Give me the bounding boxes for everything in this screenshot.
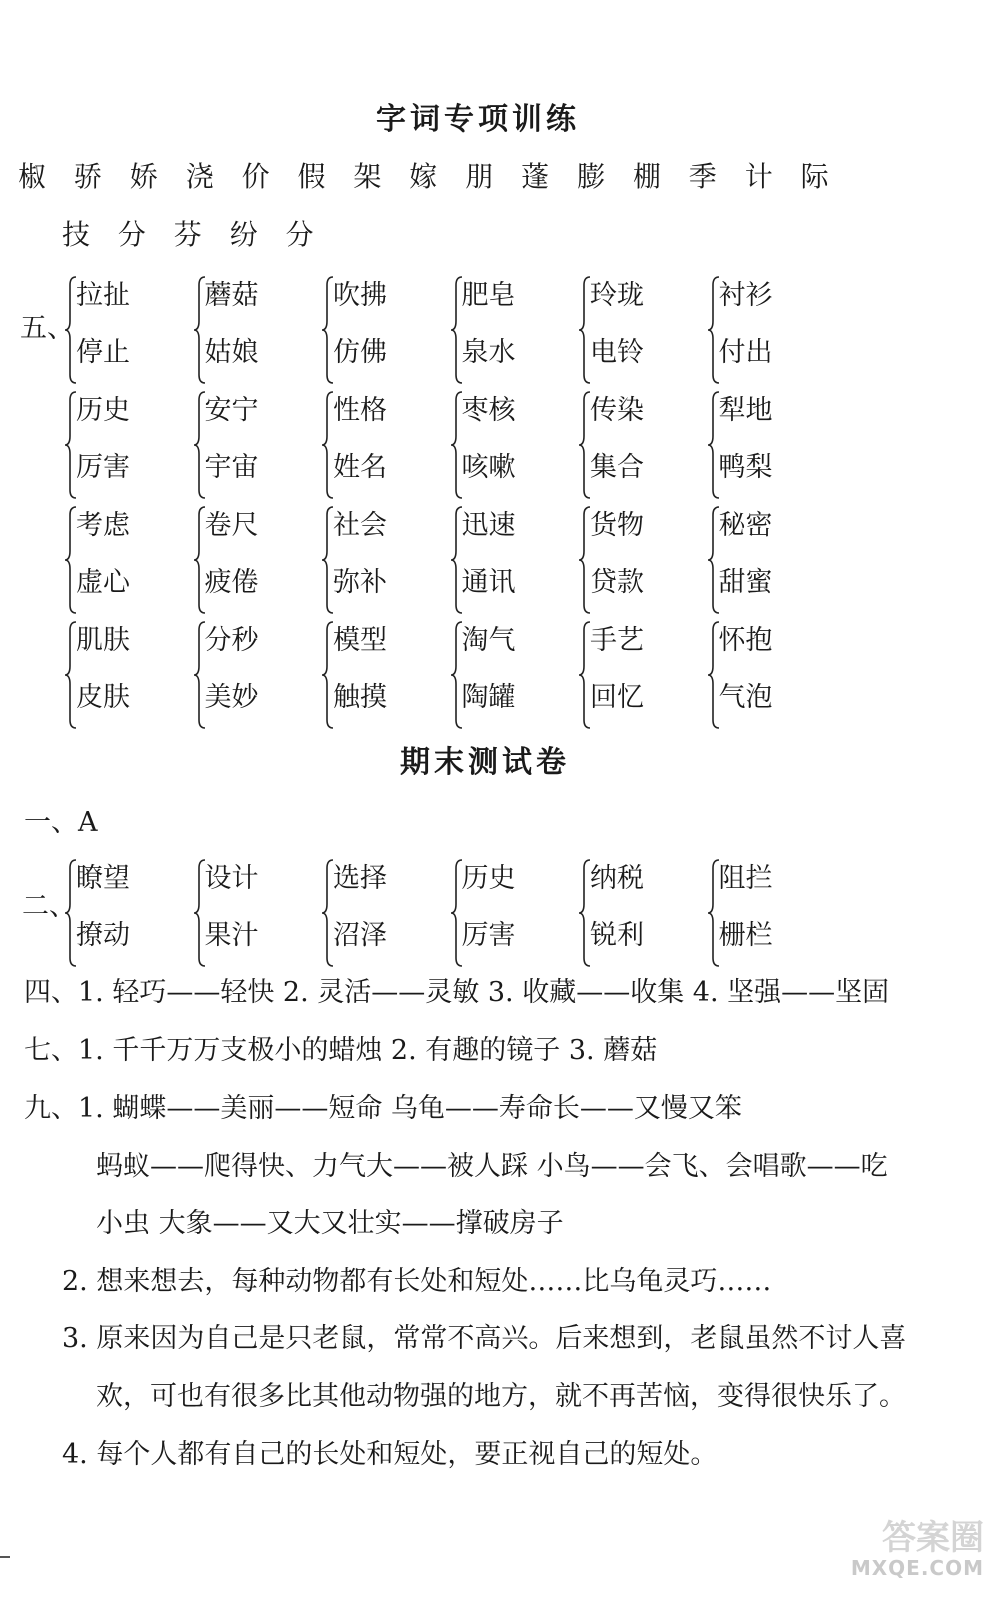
word-pair-group <box>321 618 421 736</box>
word-pair-second: 电铃 <box>590 337 644 368</box>
word-pair-group <box>193 503 293 621</box>
word-pair-second: 停止 <box>76 337 130 368</box>
word-pair-group <box>707 618 807 736</box>
final-q9-line3: 小虫 大象——又大又壮实——撑破房子 <box>96 1208 564 1239</box>
word-pair-second: 咳嗽 <box>461 452 516 483</box>
word-pair-group <box>321 503 421 621</box>
word-pair-first: 怀抱 <box>718 625 773 656</box>
word-pair-group <box>193 856 293 974</box>
word-pair-first: 货物 <box>590 510 644 541</box>
word-pair-second: 美妙 <box>204 682 259 713</box>
word-pair-second: 栅栏 <box>718 920 773 951</box>
word-pair-first: 性格 <box>333 395 387 426</box>
word-pair-second: 果汁 <box>204 920 259 951</box>
watermark-url: MXQE.COM <box>850 1556 984 1580</box>
word-pair-second: 厉害 <box>76 452 130 483</box>
word-pair-first: 历史 <box>76 395 130 426</box>
word-pair-group <box>450 388 550 506</box>
word-pair-group <box>578 388 678 506</box>
word-pair-first: 淘气 <box>461 625 516 656</box>
word-pair-group <box>64 388 164 506</box>
watermark-logo <box>850 1510 984 1580</box>
word-pair-group <box>578 856 678 974</box>
word-pair-group <box>450 856 550 974</box>
word-pair-second: 姓名 <box>333 452 387 483</box>
word-pair-second: 仿佛 <box>333 337 387 368</box>
word-pair-first: 肌肤 <box>76 625 130 656</box>
q1-line2: 技 分 芬 纷 分 <box>62 218 314 251</box>
word-pair-first: 设计 <box>204 863 259 894</box>
word-pair-group <box>578 618 678 736</box>
word-pair-first: 犁地 <box>718 395 773 426</box>
final-q9-line5: 3. 原来因为自己是只老鼠，常常不高兴。后来想到，老鼠虽然不讨人喜 <box>62 1323 907 1354</box>
word-pair-first: 肥皂 <box>461 280 516 311</box>
word-pair-second: 撩动 <box>76 920 130 951</box>
word-pair-first: 拉扯 <box>76 280 130 311</box>
word-pair-second: 集合 <box>590 452 644 483</box>
word-pair-second: 贷款 <box>590 567 644 598</box>
word-pair-second: 宇宙 <box>204 452 259 483</box>
final-q9-line1: 九、1. 蝴蝶——美丽——短命 乌龟——寿命长——又慢又笨 <box>24 1093 742 1124</box>
section-title-word-training: 字词专项训练 <box>376 102 580 137</box>
word-pair-group <box>321 856 421 974</box>
word-pair-second: 皮肤 <box>76 682 130 713</box>
word-pair-second: 疲倦 <box>204 567 259 598</box>
final-q9-line2: 蚂蚁——爬得快、力气大——被人踩 小鸟——会飞、会唱歌——吃 <box>96 1151 888 1182</box>
final-q7: 七、1. 千千万万支极小的蜡烛 2. 有趣的镜子 3. 蘑菇 <box>24 1035 658 1066</box>
word-pair-second: 鸭梨 <box>718 452 773 483</box>
word-pair-second: 沼泽 <box>333 920 387 951</box>
word-pair-first: 吹拂 <box>333 280 387 311</box>
word-pair-first: 玲珑 <box>590 280 644 311</box>
word-pair-group <box>578 273 678 391</box>
word-pair-first: 选择 <box>333 863 387 894</box>
word-pair-group <box>193 618 293 736</box>
word-pair-group <box>707 856 807 974</box>
word-pair-first: 枣核 <box>461 395 516 426</box>
word-pair-group <box>193 388 293 506</box>
word-pair-first: 传染 <box>590 395 644 426</box>
word-pair-first: 历史 <box>461 863 516 894</box>
word-pair-group <box>578 503 678 621</box>
word-pair-second: 通讯 <box>461 567 516 598</box>
word-pair-group <box>193 273 293 391</box>
word-pair-group <box>707 503 807 621</box>
word-pair-group <box>321 273 421 391</box>
final-q2-label: 二、 <box>22 891 76 922</box>
word-pair-second: 虚心 <box>76 567 130 598</box>
word-pair-first: 蘑菇 <box>204 280 259 311</box>
word-pair-second: 回忆 <box>590 682 644 713</box>
word-pair-group <box>707 388 807 506</box>
word-pair-second: 陶罐 <box>461 682 516 713</box>
word-pair-second: 弥补 <box>333 567 387 598</box>
word-pair-group <box>64 856 164 974</box>
word-pair-second: 厉害 <box>461 920 516 951</box>
section-title-final-exam: 期末测试卷 <box>400 745 570 780</box>
word-pair-group <box>64 618 164 736</box>
word-pair-first: 纳税 <box>590 863 644 894</box>
word-pair-second: 泉水 <box>461 337 516 368</box>
word-pair-second: 气泡 <box>718 682 773 713</box>
word-pair-first: 考虑 <box>76 510 130 541</box>
word-pair-first: 衬衫 <box>718 280 773 311</box>
word-pair-first: 阻拦 <box>718 863 773 894</box>
word-pair-first: 模型 <box>333 625 387 656</box>
word-pair-second: 锐利 <box>590 920 644 951</box>
word-pair-group <box>450 503 550 621</box>
word-pair-first: 秘密 <box>718 510 773 541</box>
word-pair-group <box>64 503 164 621</box>
final-q1: 一、A <box>24 807 98 838</box>
word-pair-group <box>450 273 550 391</box>
word-pair-group <box>321 388 421 506</box>
word-pair-second: 姑娘 <box>204 337 259 368</box>
word-pair-first: 迅速 <box>461 510 516 541</box>
final-q9-line6: 欢，可也有很多比其他动物强的地方，就不再苦恼，变得很快乐了。 <box>96 1381 906 1412</box>
word-pair-second: 付出 <box>718 337 773 368</box>
word-pair-first: 社会 <box>333 510 387 541</box>
word-pair-group <box>64 273 164 391</box>
word-pair-first: 分秒 <box>204 625 259 656</box>
watermark-top-text: 答案圈 <box>882 1518 984 1558</box>
final-q9-line7: 4. 每个人都有自己的长处和短处，要正视自己的短处。 <box>62 1439 718 1470</box>
final-q4: 四、1. 轻巧——轻快 2. 灵活——灵敏 3. 收藏——收集 4. 坚强——坚固 <box>24 977 890 1008</box>
word-pair-first: 卷尺 <box>204 510 259 541</box>
word-pair-group <box>707 273 807 391</box>
margin-mark <box>0 1556 10 1558</box>
word-pair-second: 甜蜜 <box>718 567 773 598</box>
word-pair-group <box>450 618 550 736</box>
word-pair-first: 瞭望 <box>76 863 130 894</box>
word-pair-first: 手艺 <box>590 625 644 656</box>
final-q9-line4: 2. 想来想去，每种动物都有长处和短处……比乌龟灵巧…… <box>62 1266 772 1297</box>
word-pair-second: 触摸 <box>333 682 387 713</box>
q5-label: 五、 <box>20 313 74 344</box>
q1-line1: 椒 骄 娇 浇 价 假 架 嫁 朋 蓬 膨 棚 季 计 际 <box>18 160 829 193</box>
word-pair-first: 安宁 <box>204 395 259 426</box>
